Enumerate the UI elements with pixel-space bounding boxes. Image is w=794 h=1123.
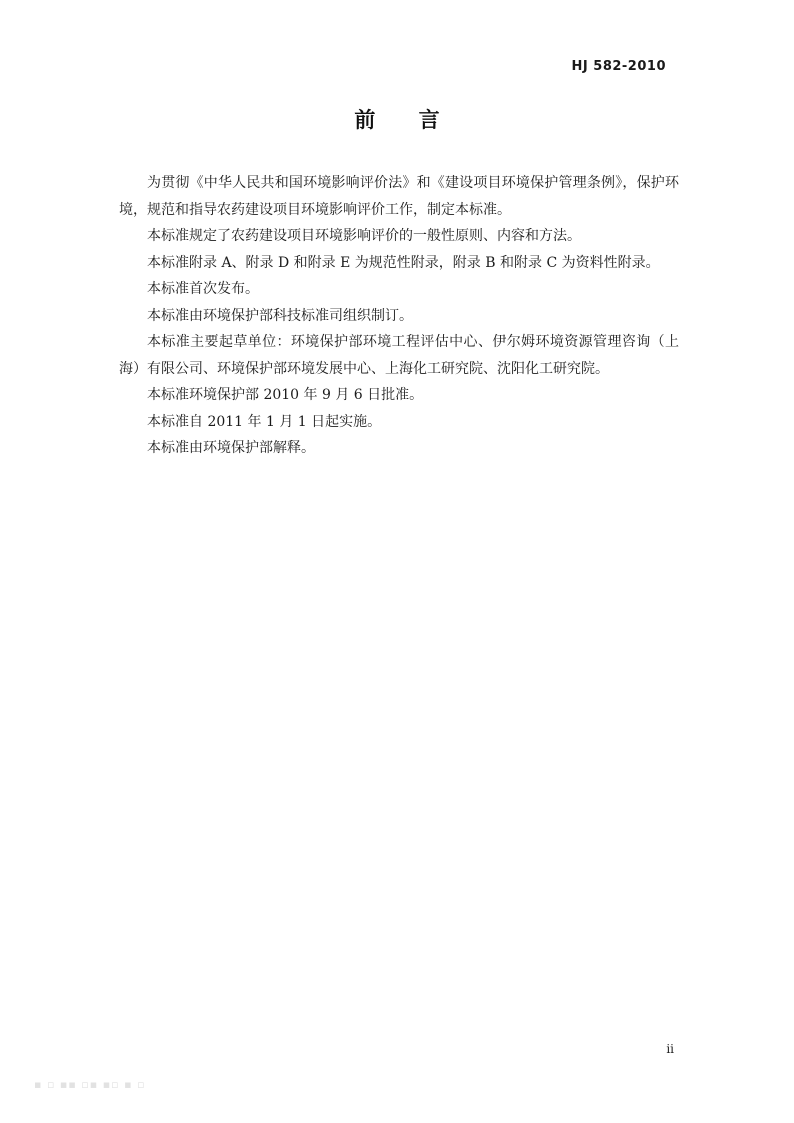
paragraph-approval: 本标准环境保护部 2010 年 9 月 6 日批准。 [147,387,424,403]
paragraph-interpretation: 本标准由环境保护部解释。 [147,440,315,456]
page-title: 前 言 [354,108,458,132]
faint-watermark: ▪ ▫ ▪▪ ▫▪ ▪▫ ▪ ▫ [34,1078,146,1091]
paragraph-scope: 本标准规定了农药建设项目环境影响评价的一般性原则、内容和方法。 [147,228,581,244]
foreword-body [119,170,679,462]
paragraph-effective-date: 本标准自 2011 年 1 月 1 日起实施。 [147,413,382,430]
paragraph-first-release: 本标准首次发布。 [147,281,259,297]
paragraph-purpose: 为贯彻《中华人民共和国环境影响评价法》和《建设项目环境保护管理条例》，保护环境，规范和指导农药建设项目环境影响评价工作，制定本标准。 [119,175,679,218]
paragraph-drafting-units: 本标准主要起草单位：环境保护部环境工程评估中心、伊尔姆环境资源管理咨询（上海）有限公司、环境保护部环境发展中心、上海化工研究院、沈阳化工研究院。 [119,334,679,377]
page-number: ii [666,1042,674,1056]
standard-code: HJ 582-2010 [571,59,666,74]
paragraph-organizer: 本标准由环境保护部科技标准司组织制订。 [147,307,413,324]
paragraph-appendices: 本标准附录 A、附录 D 和附录 E 为规范性附录，附录 B 和附录 C 为资料性附录。 [147,254,660,271]
